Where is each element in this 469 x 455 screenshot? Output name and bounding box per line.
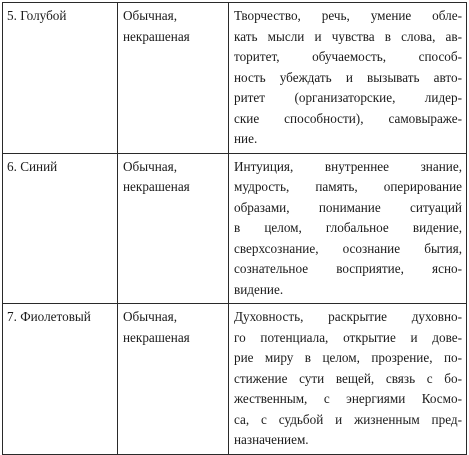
description-cell	[229, 153, 467, 304]
description-line: ритет (организаторские, лидер-	[234, 90, 462, 105]
description-line: Интуиция, внутреннее знание,	[234, 158, 462, 174]
color-name: 6. Синий	[7, 158, 58, 174]
description-line: ность убеждать и вызывать авто-	[234, 69, 462, 85]
description-line: образами, понимание ситуаций	[234, 199, 462, 215]
type-line: некрашеная	[123, 179, 190, 194]
type-line: Обычная,	[123, 158, 177, 174]
table-row	[3, 153, 467, 304]
table-row	[3, 3, 467, 154]
type-cell	[118, 3, 229, 154]
description-line: ские способности), самовыраже-	[234, 110, 462, 126]
type-line: Обычная,	[123, 309, 177, 324]
description-line: мудрость, память, оперирование	[234, 179, 462, 194]
color-name-cell	[3, 304, 118, 455]
description-cell	[229, 3, 467, 154]
color-properties-table	[2, 2, 467, 455]
type-cell	[118, 153, 229, 304]
description-line: стижение сути вещей, связь с бо-	[234, 370, 462, 386]
color-name-cell	[3, 3, 118, 154]
description-line: в целом, глобальное видение,	[234, 220, 462, 235]
description-line: сознательное восприятие, ясно-	[234, 261, 462, 276]
type-line: некрашеная	[123, 28, 190, 44]
description-line: са, с судьбой и жизненным пред-	[234, 411, 462, 427]
description-line: ние.	[234, 131, 258, 146]
description-line: сверхсознание, осознание бытия,	[234, 240, 462, 256]
description-line: кать мысли и чувства в слова, ав-	[234, 28, 462, 44]
description-line: Творчество, речь, умение обле-	[234, 8, 462, 23]
description-line: рие миру в целом, прозрение, по-	[234, 350, 462, 365]
description-line: назначением.	[234, 432, 309, 447]
type-line: некрашеная	[123, 329, 190, 345]
description-line: Духовность, раскрытие духовно-	[234, 309, 462, 324]
description-cell	[229, 304, 467, 455]
description-line: го потенциала, открытие и дове-	[234, 329, 462, 345]
description-line: жественным, с энергиями Космо-	[234, 391, 462, 406]
color-name-cell	[3, 153, 118, 304]
description-line: торитет, обучаемость, способ-	[234, 49, 462, 64]
table-row	[3, 304, 467, 455]
description-line: видение.	[234, 281, 284, 297]
type-cell	[118, 304, 229, 455]
type-line: Обычная,	[123, 8, 177, 23]
color-name: 7. Фиолетовый	[7, 309, 91, 324]
color-name: 5. Голубой	[7, 8, 67, 23]
